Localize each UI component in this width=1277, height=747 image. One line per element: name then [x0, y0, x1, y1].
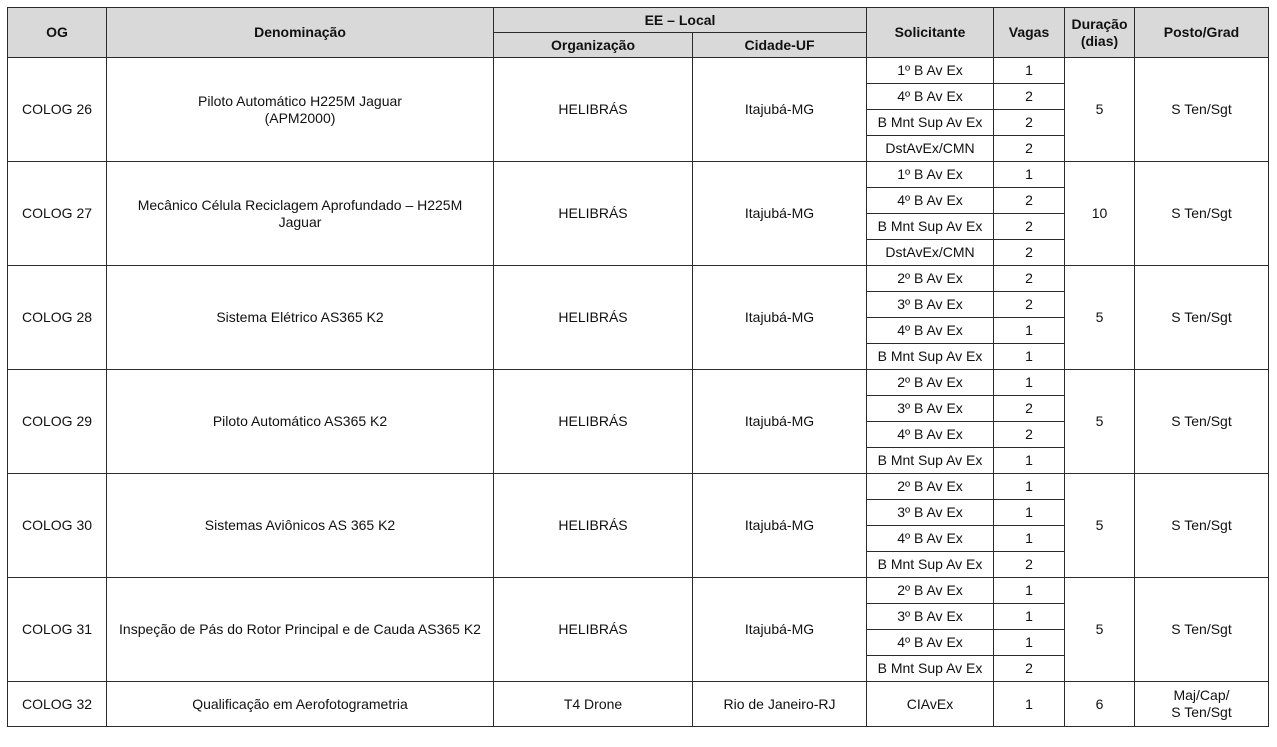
- cell-duracao: 5: [1065, 474, 1135, 578]
- table-row: [8, 162, 1269, 188]
- cell-vagas: 1: [994, 604, 1065, 630]
- cell-solicitante: B Mnt Sup Av Ex: [867, 110, 994, 136]
- cell-solicitante: B Mnt Sup Av Ex: [867, 448, 994, 474]
- cell-solicitante: 4º B Av Ex: [867, 422, 994, 448]
- cell-solicitante: CIAvEx: [867, 682, 994, 727]
- cell-vagas: 1: [994, 630, 1065, 656]
- cell-vagas: 2: [994, 136, 1065, 162]
- header-row-1: [8, 8, 1269, 33]
- cell-organizacao: HELIBRÁS: [494, 266, 693, 370]
- cell-solicitante: 3º B Av Ex: [867, 604, 994, 630]
- cell-posto-line2: S Ten/Sgt: [1171, 704, 1232, 720]
- cell-vagas: 2: [994, 396, 1065, 422]
- cell-vagas: 1: [994, 58, 1065, 84]
- header-vagas: Vagas: [994, 8, 1065, 58]
- cell-posto: S Ten/Sgt: [1135, 474, 1269, 578]
- cell-solicitante: 4º B Av Ex: [867, 630, 994, 656]
- header-cidade-uf: Cidade-UF: [693, 33, 867, 58]
- courses-table: [7, 7, 1269, 727]
- cell-denominacao: [107, 370, 494, 474]
- cell-denominacao-line1: Inspeção de Pás do Rotor Principal e de Cauda AS365 K2: [119, 621, 481, 637]
- cell-vagas: 1: [994, 370, 1065, 396]
- header-duracao-line2: (dias): [1080, 32, 1119, 49]
- header-organizacao: Organização: [494, 33, 693, 58]
- table-row: [8, 370, 1269, 396]
- table-row: [8, 578, 1269, 604]
- cell-solicitante: 2º B Av Ex: [867, 266, 994, 292]
- cell-denominacao-line2: Jaguar: [278, 213, 322, 230]
- cell-duracao: 5: [1065, 58, 1135, 162]
- cell-cidade: Itajubá-MG: [693, 474, 867, 578]
- cell-organizacao: HELIBRÁS: [494, 474, 693, 578]
- cell-posto: S Ten/Sgt: [1135, 58, 1269, 162]
- cell-vagas: 2: [994, 188, 1065, 214]
- cell-vagas: 1: [994, 500, 1065, 526]
- cell-solicitante: 2º B Av Ex: [867, 370, 994, 396]
- cell-vagas: 1: [994, 318, 1065, 344]
- cell-solicitante: 4º B Av Ex: [867, 188, 994, 214]
- header-duracao: [1065, 8, 1135, 58]
- cell-cidade: Itajubá-MG: [693, 578, 867, 682]
- cell-vagas: 2: [994, 214, 1065, 240]
- cell-vagas: 1: [994, 578, 1065, 604]
- cell-og: COLOG 29: [8, 370, 107, 474]
- header-ee-local: EE – Local: [494, 8, 867, 33]
- cell-vagas: 2: [994, 422, 1065, 448]
- cell-duracao: 5: [1065, 266, 1135, 370]
- cell-duracao: 5: [1065, 370, 1135, 474]
- cell-duracao: 6: [1065, 682, 1135, 727]
- cell-cidade: Itajubá-MG: [693, 58, 867, 162]
- cell-denominacao-line1: Mecânico Célula Reciclagem Aprofundado – H225M: [137, 196, 463, 213]
- cell-posto: S Ten/Sgt: [1135, 370, 1269, 474]
- cell-og: COLOG 28: [8, 266, 107, 370]
- cell-vagas: 1: [994, 526, 1065, 552]
- cell-vagas: 1: [994, 474, 1065, 500]
- cell-duracao: 5: [1065, 578, 1135, 682]
- cell-posto: [1135, 682, 1269, 727]
- table-row: [8, 682, 1269, 727]
- cell-organizacao: HELIBRÁS: [494, 370, 693, 474]
- cell-solicitante: 1º B Av Ex: [867, 162, 994, 188]
- cell-solicitante: 4º B Av Ex: [867, 318, 994, 344]
- cell-solicitante: B Mnt Sup Av Ex: [867, 214, 994, 240]
- cell-duracao: 10: [1065, 162, 1135, 266]
- cell-denominacao: [107, 58, 494, 162]
- cell-cidade: Rio de Janeiro-RJ: [693, 682, 867, 727]
- cell-solicitante: 3º B Av Ex: [867, 396, 994, 422]
- header-posto-grad: Posto/Grad: [1135, 8, 1269, 58]
- cell-vagas: 2: [994, 110, 1065, 136]
- cell-cidade: Itajubá-MG: [693, 162, 867, 266]
- cell-og: COLOG 32: [8, 682, 107, 727]
- cell-og: COLOG 27: [8, 162, 107, 266]
- cell-solicitante: 4º B Av Ex: [867, 526, 994, 552]
- cell-solicitante: 4º B Av Ex: [867, 84, 994, 110]
- cell-vagas: 2: [994, 240, 1065, 266]
- cell-vagas: 1: [994, 448, 1065, 474]
- cell-vagas: 2: [994, 84, 1065, 110]
- cell-organizacao: HELIBRÁS: [494, 162, 693, 266]
- cell-vagas: 2: [994, 552, 1065, 578]
- table-row: [8, 474, 1269, 500]
- cell-denominacao-line1: Piloto Automático H225M Jaguar: [198, 92, 402, 109]
- cell-vagas: 1: [994, 162, 1065, 188]
- cell-og: COLOG 30: [8, 474, 107, 578]
- table-body: [8, 58, 1269, 727]
- cell-solicitante: B Mnt Sup Av Ex: [867, 344, 994, 370]
- cell-og: COLOG 26: [8, 58, 107, 162]
- cell-solicitante: B Mnt Sup Av Ex: [867, 552, 994, 578]
- cell-solicitante: DstAvEx/CMN: [867, 136, 994, 162]
- header-solicitante: Solicitante: [867, 8, 994, 58]
- cell-denominacao: [107, 266, 494, 370]
- header-denominacao: Denominação: [107, 8, 494, 58]
- cell-solicitante: 3º B Av Ex: [867, 292, 994, 318]
- cell-denominacao: [107, 578, 494, 682]
- cell-posto-line1: Maj/Cap/: [1173, 687, 1230, 703]
- cell-og: COLOG 31: [8, 578, 107, 682]
- header-duracao-line1: Duração: [1071, 15, 1128, 32]
- cell-cidade: Itajubá-MG: [693, 370, 867, 474]
- cell-vagas: 2: [994, 656, 1065, 682]
- cell-posto: S Ten/Sgt: [1135, 266, 1269, 370]
- cell-solicitante: 2º B Av Ex: [867, 578, 994, 604]
- cell-organizacao: HELIBRÁS: [494, 58, 693, 162]
- cell-denominacao-line1: Piloto Automático AS365 K2: [212, 413, 388, 429]
- cell-vagas: 1: [994, 682, 1065, 727]
- cell-denominacao: Qualificação em Aerofotogrametria: [107, 682, 494, 727]
- cell-vagas: 2: [994, 292, 1065, 318]
- table-row: [8, 266, 1269, 292]
- cell-denominacao-line2: (APM2000): [264, 109, 336, 126]
- cell-cidade: Itajubá-MG: [693, 266, 867, 370]
- cell-organizacao: T4 Drone: [494, 682, 693, 727]
- cell-posto: S Ten/Sgt: [1135, 162, 1269, 266]
- cell-solicitante: 3º B Av Ex: [867, 500, 994, 526]
- cell-denominacao-line1: Sistemas Aviônicos AS 365 K2: [204, 517, 396, 533]
- cell-vagas: 1: [994, 344, 1065, 370]
- cell-denominacao: [107, 162, 494, 266]
- cell-denominacao-line1: Sistema Elétrico AS365 K2: [216, 309, 384, 325]
- cell-posto: S Ten/Sgt: [1135, 578, 1269, 682]
- cell-vagas: 2: [994, 266, 1065, 292]
- table-row: [8, 58, 1269, 84]
- cell-solicitante: DstAvEx/CMN: [867, 240, 994, 266]
- cell-denominacao: [107, 474, 494, 578]
- cell-solicitante: B Mnt Sup Av Ex: [867, 656, 994, 682]
- header-og: OG: [8, 8, 107, 58]
- cell-solicitante: 1º B Av Ex: [867, 58, 994, 84]
- cell-solicitante: 2º B Av Ex: [867, 474, 994, 500]
- cell-organizacao: HELIBRÁS: [494, 578, 693, 682]
